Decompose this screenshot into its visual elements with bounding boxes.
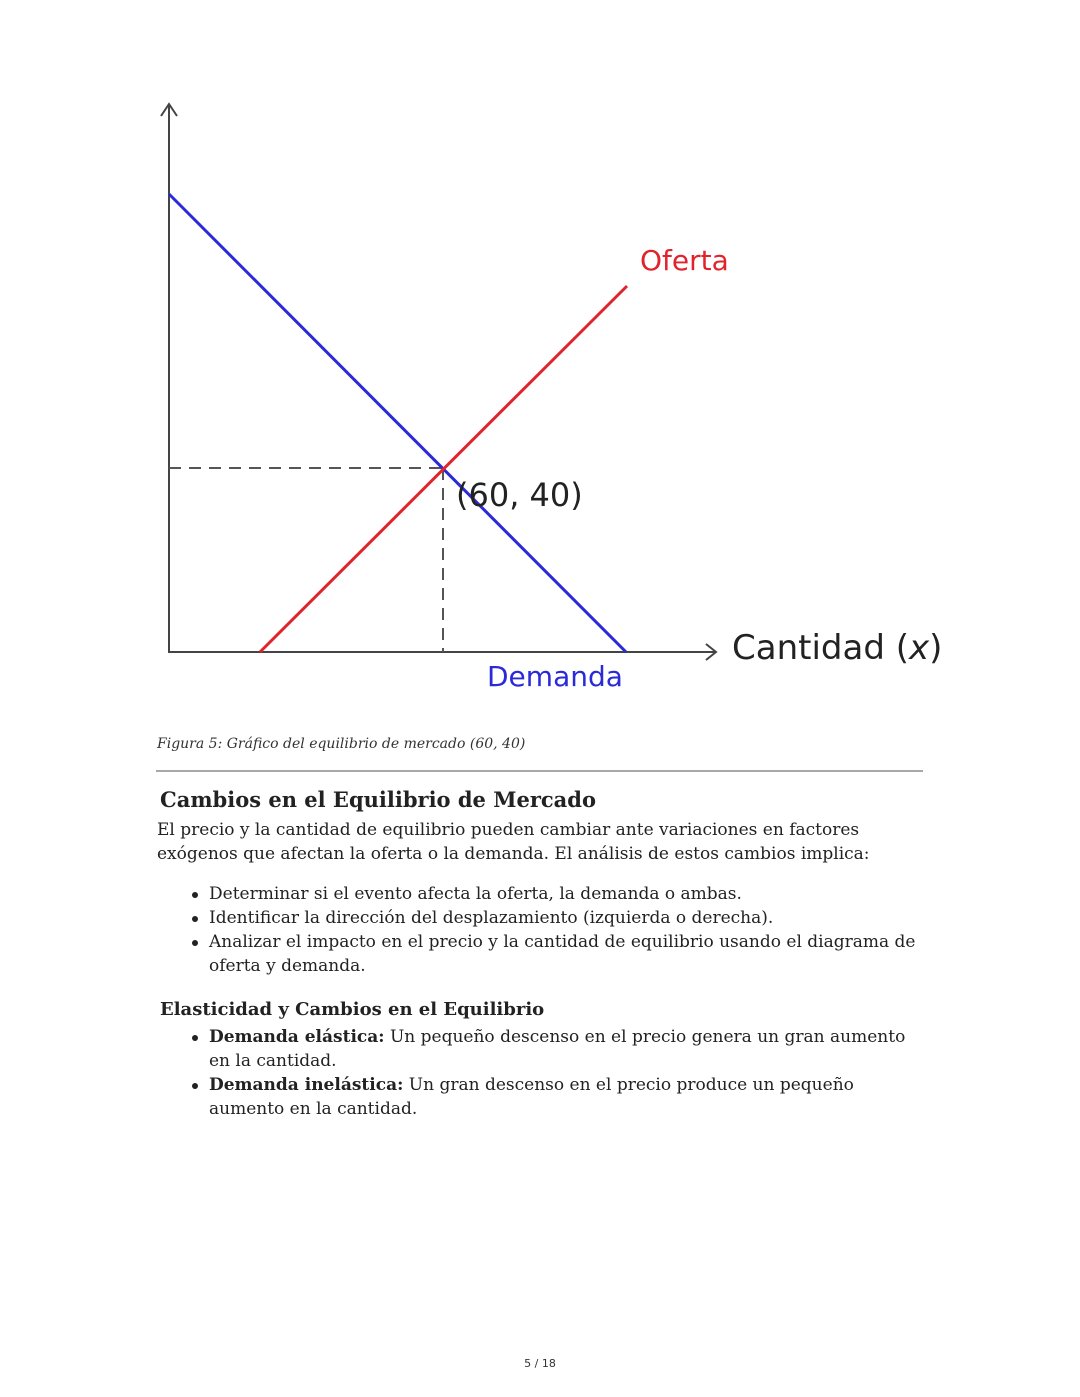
section-heading: Cambios en el Equilibrio de Mercado: [160, 787, 596, 812]
equilibrium-label: (60, 40): [456, 476, 583, 514]
x-axis-paren-close: ): [929, 628, 943, 668]
term-inelastic: Demanda inelástica:: [209, 1075, 404, 1095]
demand-curve: [169, 194, 626, 652]
x-axis-paren-open: (: [895, 628, 909, 668]
section-paragraph: El precio y la cantidad de equilibrio pueden cambiar ante variaciones en factores exógenos que afectan la oferta o la demanda. El análisis de estos cambios implica:: [157, 820, 870, 864]
x-axis-word: Cantidad: [732, 628, 885, 668]
analysis-steps-list: [157, 882, 927, 978]
figure-caption: Figura 5: Gráfico del equilibrio de mercado (60, 40): [157, 736, 526, 752]
list-item: [157, 1025, 927, 1073]
supply-label: Oferta: [640, 244, 729, 277]
list-item: Identificar la dirección del desplazamiento (izquierda o derecha).: [157, 906, 927, 930]
subsection-heading: Elasticidad y Cambios en el Equilibrio: [160, 999, 545, 1020]
list-item: Analizar el impacto en el precio y la cantidad de equilibrio usando el diagrama de oferta y demanda.: [157, 930, 927, 978]
list-item: [157, 1073, 927, 1121]
page-number: 5 / 18: [524, 1357, 556, 1370]
demand-label: Demanda: [487, 660, 623, 693]
x-axis-variable: x: [908, 628, 930, 668]
definition-elastic: Un pequeño descenso en el precio genera un gran aumento en la cantidad.: [209, 1027, 906, 1071]
definition-inelastic: Un gran descenso en el precio produce un pequeño aumento en la cantidad.: [209, 1075, 854, 1119]
x-axis-label: [732, 628, 942, 668]
elasticity-list: [157, 1025, 927, 1121]
list-item: Determinar si el evento afecta la oferta, la demanda o ambas.: [157, 882, 927, 906]
section-divider: [156, 770, 923, 772]
term-elastic: Demanda elástica:: [209, 1027, 385, 1047]
